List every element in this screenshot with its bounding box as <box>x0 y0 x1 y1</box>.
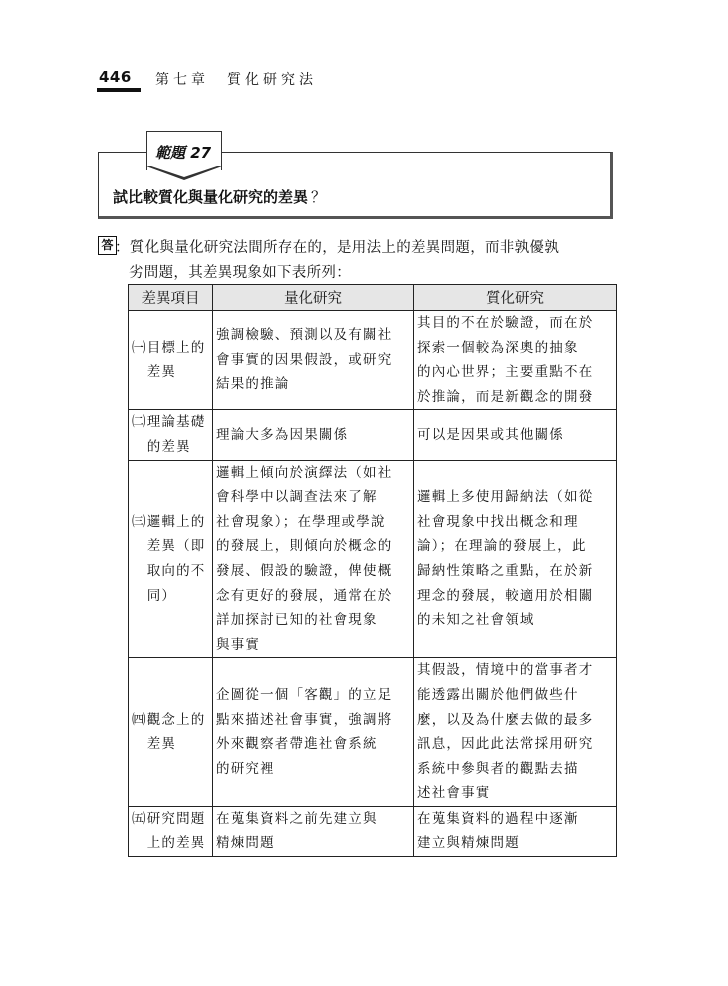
answer-icon: 答 <box>98 236 117 255</box>
header-cell: 質化研究 <box>414 285 617 311</box>
answer-line-2: 劣問題，其差異現象如下表所列： <box>129 265 351 281</box>
cell-line: 外來觀察者帶進社會系統 <box>216 736 378 753</box>
table-row <box>129 658 617 807</box>
cell-line: 在蒐集資料的過程中逐漸 <box>417 810 579 827</box>
example-tab-label: 範題 27 <box>155 144 212 162</box>
cell-line: 在蒐集資料之前先建立與 <box>216 810 378 827</box>
cell-line: 歸納性策略之重點，在於新 <box>417 562 594 579</box>
cell-line: 可以是因果或其他關係 <box>417 426 564 443</box>
cell-line: 結果的推論 <box>216 376 290 393</box>
cell-line: 訊息，因此此法常採用研究 <box>417 736 594 753</box>
table-cell-qual <box>414 658 617 807</box>
table-cell-quant <box>213 460 414 658</box>
cell-line: ㈤研究問題 <box>132 810 206 827</box>
cell-line: 的差異 <box>132 438 191 455</box>
table-cell-quant <box>213 311 414 410</box>
cell-line: 取向的不 <box>132 562 206 579</box>
cell-line: 與事實 <box>216 636 261 653</box>
cell-line: ㈠目標上的 <box>132 339 206 356</box>
page-number-underline <box>97 88 141 92</box>
chapter-title: 第七章 質化研究法 <box>155 72 317 88</box>
table-cell-item <box>129 410 213 460</box>
table-cell-item <box>129 460 213 658</box>
question-text: 試比較質化與量化研究的差異 <box>113 188 309 206</box>
cell-line: 述社會事實 <box>417 785 491 802</box>
comparison-table <box>128 284 616 857</box>
answer-line-1: ：質化與量化研究法間所存在的，是用法上的差異問題，而非孰優孰 <box>115 240 559 256</box>
header-cell: 量化研究 <box>213 285 414 311</box>
cell-line: 系統中參與者的觀點去描 <box>417 760 579 777</box>
cell-line: 強調檢驗、預測以及有關社 <box>216 327 393 344</box>
table-cell-qual <box>414 460 617 658</box>
cell-line: 發展、假設的驗證，俾使概 <box>216 562 393 579</box>
table-row <box>129 410 617 460</box>
cell-line: 其假設，情境中的當事者才 <box>417 662 594 679</box>
cell-line: 建立與精煉問題 <box>417 835 520 852</box>
cell-line: ㈡理論基礎 <box>132 414 206 431</box>
cell-line: 的研究裡 <box>216 760 275 777</box>
cell-line: 會事實的因果假設，或研究 <box>216 351 393 368</box>
cell-line: 社會現象）；在學理或學說 <box>216 513 386 530</box>
table-cell-quant <box>213 658 414 807</box>
table-cell-qual <box>414 311 617 410</box>
table-cell-qual <box>414 806 617 856</box>
cell-line: 麼，以及為什麼去做的最多 <box>417 711 594 728</box>
cell-line: 的內心世界；主要重點不在 <box>417 364 594 381</box>
table-header-row <box>129 285 617 311</box>
cell-line: 理論大多為因果關係 <box>216 426 349 443</box>
cell-line: 詳加探討已知的社會現象 <box>216 612 378 629</box>
table-cell-quant <box>213 410 414 460</box>
cell-line: 其目的不在於驗證，而在於 <box>417 315 594 331</box>
cell-line: 同） <box>132 587 177 604</box>
cell-line: 差異 <box>132 736 177 753</box>
question-mark: ？ <box>311 188 327 206</box>
cell-line: 的發展上，則傾向於概念的 <box>216 538 393 555</box>
cell-line: 會科學中以調查法來了解 <box>216 489 378 506</box>
table-cell-item <box>129 311 213 410</box>
example-question <box>113 186 326 207</box>
page-number: 446 <box>99 68 132 86</box>
cell-line: 社會現象中找出概念和理 <box>417 513 579 530</box>
cell-line: 邏輯上多使用歸納法（如從 <box>417 489 594 506</box>
table-cell-quant <box>213 806 414 856</box>
cell-line: 精煉問題 <box>216 835 275 852</box>
cell-line: 點來描述社會事實，強調將 <box>216 711 393 728</box>
cell-line: 差異（即 <box>132 538 206 555</box>
cell-line: 的未知之社會領域 <box>417 612 535 629</box>
cell-line: 邏輯上傾向於演繹法（如社 <box>216 464 393 481</box>
cell-line: 於推論，而是新觀念的開發 <box>417 388 594 405</box>
cell-line: 企圖從一個「客觀」的立足 <box>216 686 393 703</box>
cell-line: 論）；在理論的發展上，此 <box>417 538 587 555</box>
cell-line: 能透露出關於他們做些什 <box>417 686 579 703</box>
table-row <box>129 311 617 410</box>
header-cell: 差異項目 <box>129 285 213 311</box>
table-cell-item <box>129 658 213 807</box>
cell-line: 念有更好的發展，通常在於 <box>216 587 393 604</box>
cell-line: ㈣觀念上的 <box>132 711 206 728</box>
table-row <box>129 460 617 658</box>
cell-line: 上的差異 <box>132 835 206 852</box>
cell-line: 理念的發展，較適用於相關 <box>417 587 594 604</box>
table-cell-item <box>129 806 213 856</box>
cell-line: ㈢邏輯上的 <box>132 513 206 530</box>
table-row <box>129 806 617 856</box>
table-cell-qual <box>414 410 617 460</box>
cell-line: 探索一個較為深奧的抽象 <box>417 339 579 356</box>
cell-line: 差異 <box>132 364 177 381</box>
